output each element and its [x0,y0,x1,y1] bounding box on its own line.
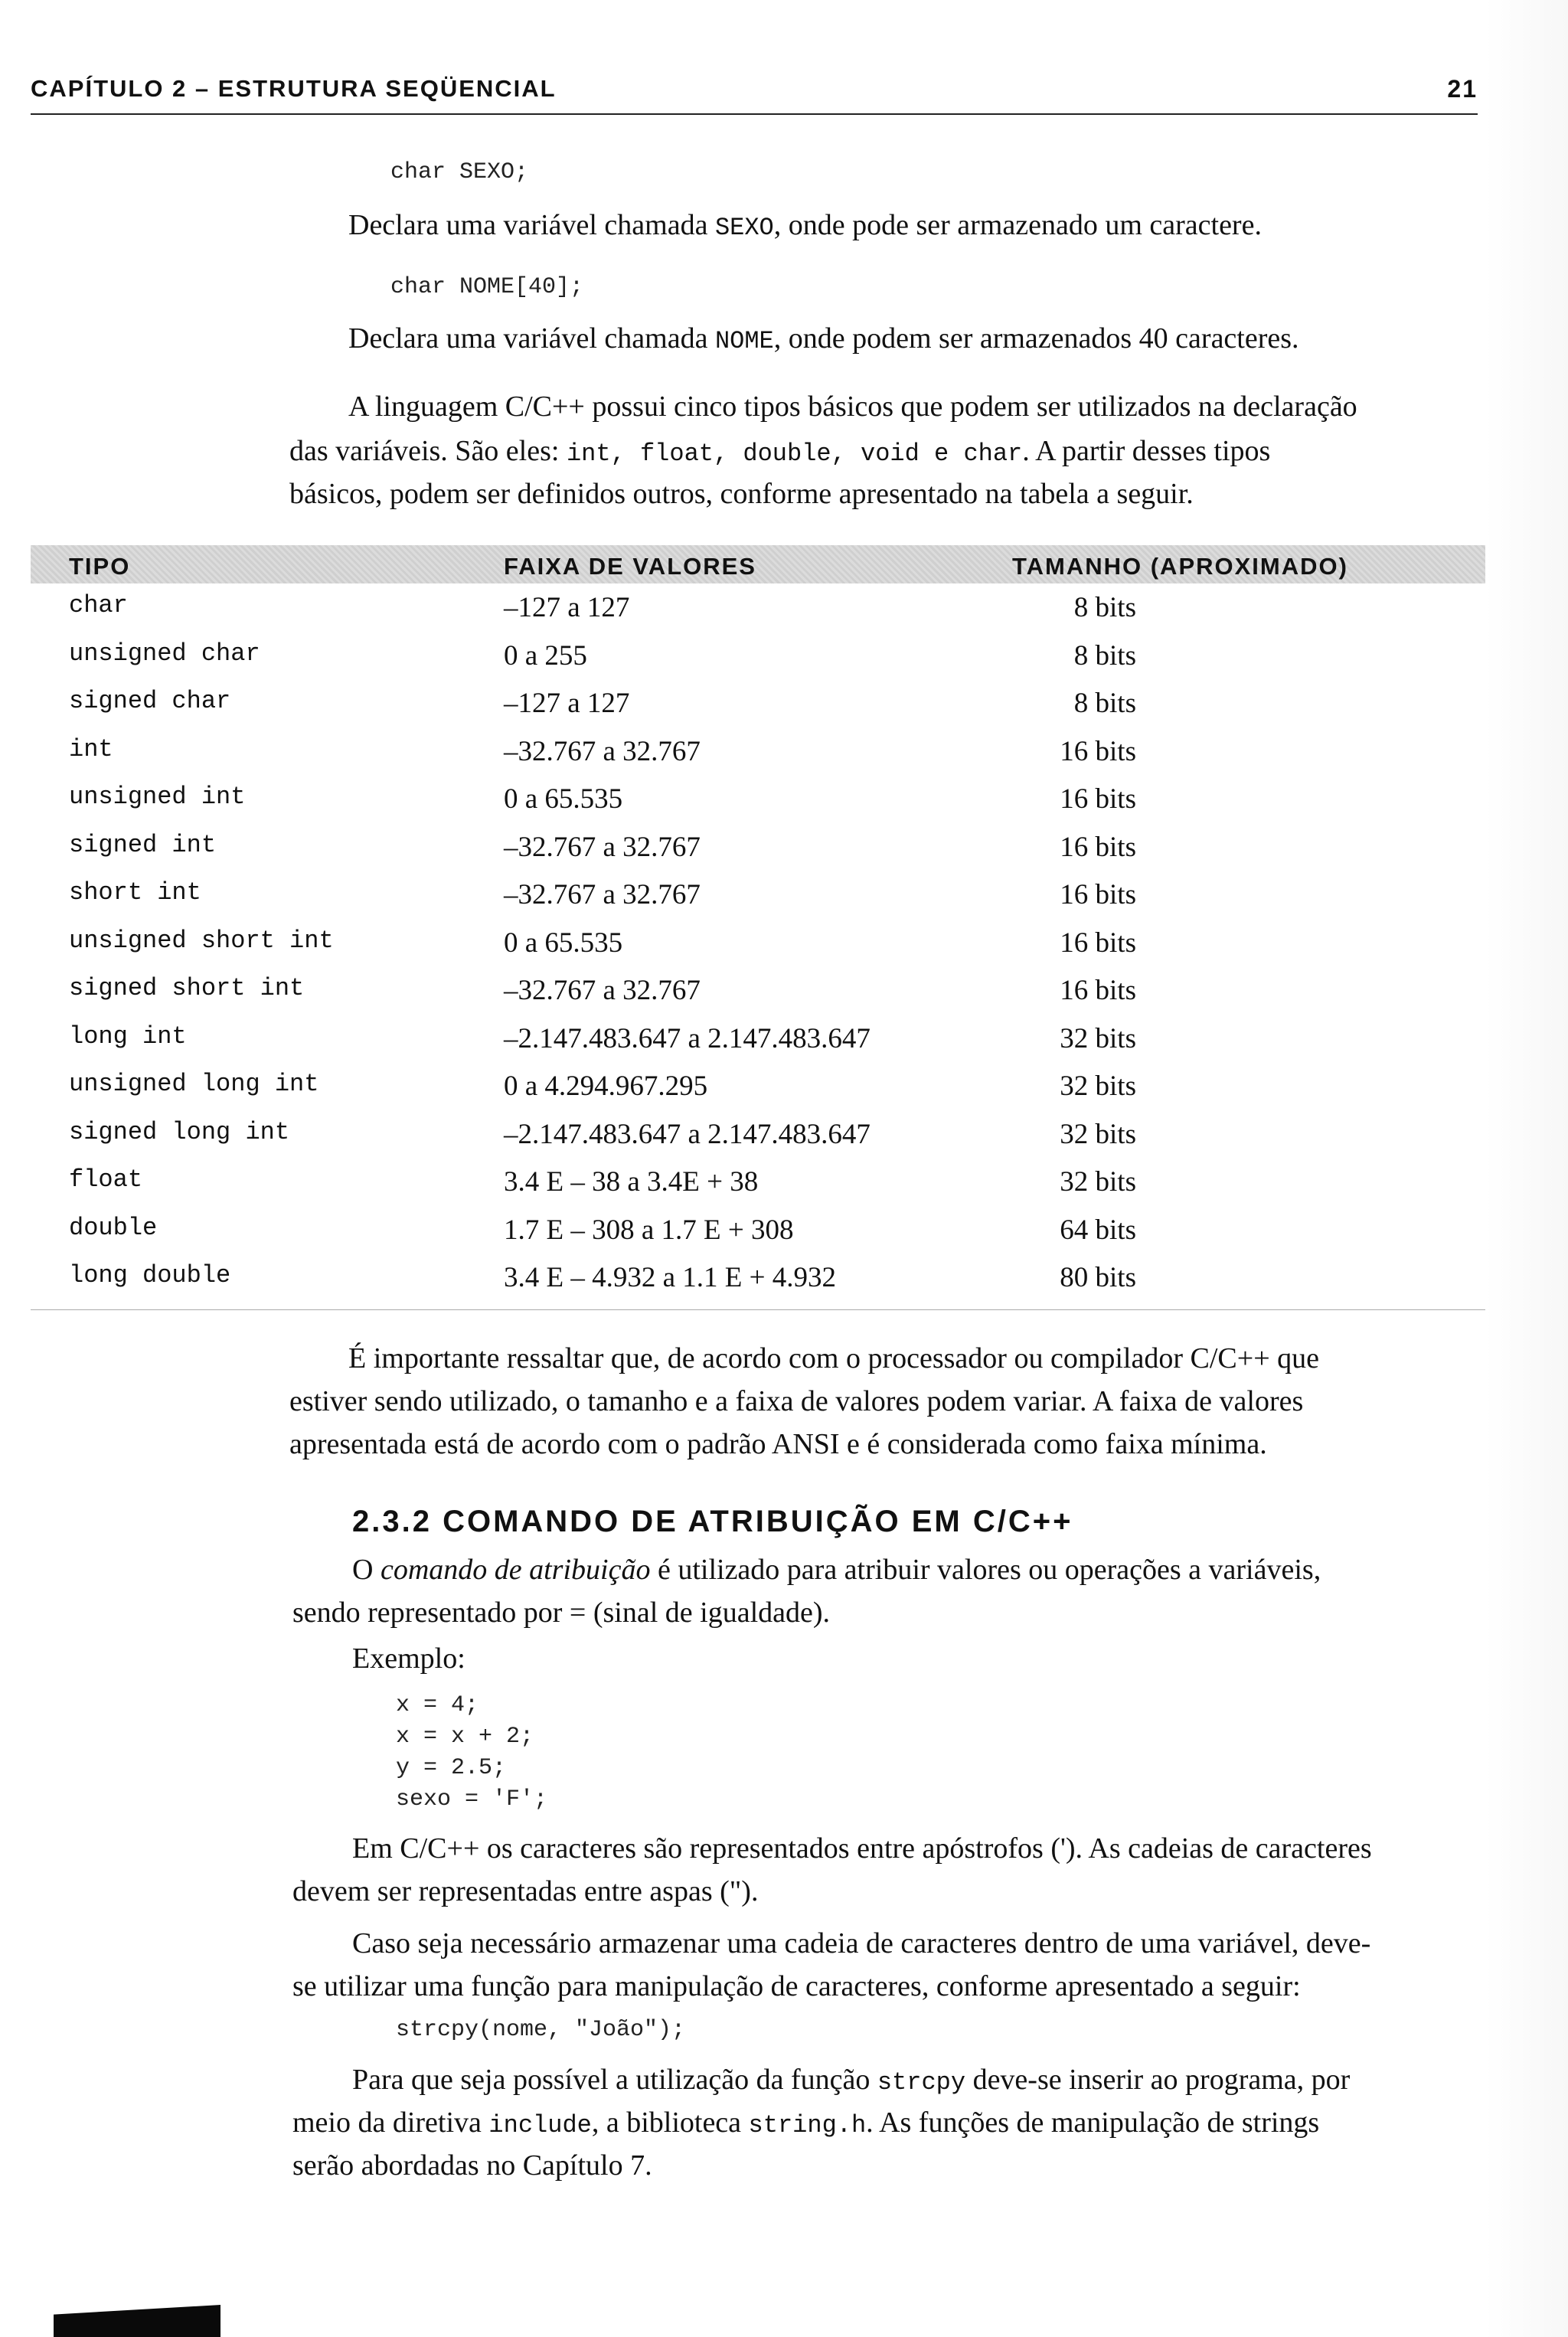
cell-type: long double [69,1261,231,1289]
cell-type: signed char [69,687,231,715]
strcpy-paragraph-line1 [352,2058,1350,2104]
table-row [31,1206,1485,1254]
table-row [31,1110,1485,1159]
strcpy-text-b: deve-se inserir ao programa, por [965,2064,1351,2096]
cell-range: –2.147.483.647 a 2.147.483.647 [504,1022,871,1054]
cell-type: unsigned long int [69,1070,319,1098]
column-header-faixa: FAIXA DE VALORES [504,553,756,580]
table-row [31,823,1485,871]
running-header [31,70,1478,115]
description-nome-text-a: Declara uma variável chamada [348,322,715,355]
chapter-title: CAPÍTULO 2 – ESTRUTURA SEQÜENCIAL [31,75,557,102]
page-edge-shade [1485,0,1568,2337]
cell-range: 0 a 4.294.967.295 [504,1070,708,1102]
scan-artifact [54,2305,220,2337]
page-number: 21 [1447,75,1478,103]
include-directive: include [488,2111,592,2139]
section-heading: 2.3.2 COMANDO DE ATRIBUIÇÃO EM C/C++ [352,1505,1073,1538]
table-row [31,966,1485,1015]
cell-range: –32.767 a 32.767 [504,879,701,910]
table-row [31,679,1485,727]
cell-size: 16 bits [1060,927,1136,959]
cell-size: 8 bits [1073,688,1136,719]
description-sexo [348,204,1262,250]
strings-paragraph-line1: Caso seja necessário armazenar uma cadeia de caracteres dentro de uma variável, deve- [352,1927,1371,1959]
description-nome-text-b: , onde podem ser armazenados 40 caracteres. [773,322,1299,355]
cell-type: unsigned short int [69,926,334,955]
code-declaration-sexo: char SEXO; [390,159,529,185]
cell-type: signed int [69,830,217,859]
table-bottom-rule [31,1309,1485,1310]
table-row [31,919,1485,967]
cell-range: –2.147.483.647 a 2.147.483.647 [504,1118,871,1150]
cell-range: 3.4 E – 38 a 3.4E + 38 [504,1166,759,1198]
table-row [31,1158,1485,1206]
cell-range: 0 a 65.535 [504,927,623,959]
description-sexo-code: SEXO [714,214,774,242]
string-library: string.h [748,2111,867,2139]
cell-size: 16 bits [1060,975,1136,1006]
cell-size: 32 bits [1060,1118,1136,1150]
cell-range: 0 a 255 [504,639,587,672]
table-row [31,1253,1485,1302]
strcpy-function-name: strcpy [877,2068,966,2097]
example-code-line: x = 4; [396,1692,479,1718]
cell-type: unsigned char [69,639,260,668]
table-row [31,1062,1485,1110]
description-sexo-text-b: , onde pode ser armazenado um caractere. [773,209,1262,241]
cell-range: –127 a 127 [504,688,630,719]
assignment-paragraph-line1 [352,1548,1321,1591]
include-text-a: meio da diretiva [292,2107,489,2139]
cell-type: long int [69,1021,187,1051]
basic-types-text-b: . A partir desses tipos [1022,435,1271,467]
strcpy-paragraph-line2 [292,2101,1319,2147]
cell-type: signed short int [69,974,305,1002]
cell-range: –32.767 a 32.767 [504,975,701,1006]
cell-type: int [69,734,113,763]
cell-range: 3.4 E – 4.932 a 1.1 E + 4.932 [504,1262,836,1293]
cell-size: 16 bits [1060,831,1136,863]
example-code-line: y = 2.5; [396,1755,507,1781]
example-code-line: sexo = 'F'; [396,1786,548,1812]
cell-range: –32.767 a 32.767 [504,735,701,767]
table-row [31,775,1485,823]
cell-type: float [69,1165,143,1194]
note-line2: estiver sendo utilizado, o tamanho e a faixa de valores podem variar. A faixa de valores [289,1385,1304,1417]
basic-types-text-a: das variáveis. São eles: [289,435,567,467]
cell-size: 16 bits [1060,783,1136,815]
assignment-text-a: O [352,1554,381,1586]
strcpy-text-a: Para que seja possível a utilização da função [352,2064,877,2096]
cell-range: –32.767 a 32.767 [504,831,701,863]
table-body [31,583,1485,1302]
cell-size: 32 bits [1060,1166,1136,1198]
table-row [31,583,1485,632]
cell-size: 8 bits [1073,639,1136,672]
table-row [31,632,1485,680]
note-line3: apresentada está de acordo com o padrão ANSI e é considerada como faixa mínima. [289,1428,1267,1460]
table-row [31,727,1485,776]
strcpy-code: strcpy(nome, "João"); [396,2017,686,2043]
cell-size: 32 bits [1060,1070,1136,1102]
example-label: Exemplo: [352,1642,466,1675]
cell-range: 1.7 E – 308 a 1.7 E + 308 [504,1214,794,1246]
cell-type: short int [69,878,201,907]
cell-size: 8 bits [1073,592,1136,623]
description-nome-code: NOME [714,327,774,355]
include-text-b: , a biblioteca [591,2107,749,2139]
assignment-paragraph-line2: sendo representado por = (sinal de igualdade). [292,1597,831,1629]
characters-paragraph-line1: Em C/C++ os caracteres são representados entre apóstrofos ('). As cadeias de caracteres [352,1832,1372,1865]
table-header [31,545,1485,583]
assignment-term: comando de atribuição [380,1554,651,1586]
cell-range: –127 a 127 [504,592,630,623]
paragraph-basic-types-line1: A linguagem C/C++ possui cinco tipos básicos que podem ser utilizados na declaração [348,391,1357,423]
note-line1: É importante ressaltar que, de acordo com o processador ou compilador C/C++ que [348,1342,1319,1374]
column-header-tipo: TIPO [69,553,131,580]
basic-types-code: int, float, double, void e char [566,440,1023,468]
assignment-text-b: é utilizado para atribuir valores ou operações a variáveis, [650,1554,1321,1586]
column-header-tamanho: TAMANHO (APROXIMADO) [1012,553,1348,580]
cell-type: unsigned int [69,783,246,811]
cell-size: 64 bits [1060,1214,1136,1246]
paragraph-basic-types-line2 [289,430,1270,476]
cell-size: 16 bits [1060,879,1136,910]
cell-type: double [69,1213,158,1242]
table-row [31,1015,1485,1063]
strcpy-paragraph-line3: serão abordadas no Capítulo 7. [292,2149,652,2182]
cell-type: char [69,591,128,619]
cell-size: 16 bits [1060,735,1136,767]
cell-type: signed long int [69,1117,290,1146]
code-declaration-nome: char NOME[40]; [390,274,584,300]
types-table [31,545,1485,1302]
cell-size: 80 bits [1060,1262,1136,1293]
paragraph-basic-types-line3: básicos, podem ser definidos outros, conforme apresentado na tabela a seguir. [289,478,1194,510]
include-text-c: . As funções de manipulação de strings [866,2107,1320,2139]
characters-paragraph-line2: devem ser representadas entre aspas ("). [292,1875,759,1907]
cell-range: 0 a 65.535 [504,783,623,815]
description-nome [348,317,1299,363]
example-code-line: x = x + 2; [396,1724,534,1750]
cell-size: 32 bits [1060,1022,1136,1054]
description-sexo-text-a: Declara uma variável chamada [348,209,715,241]
table-row [31,871,1485,919]
strings-paragraph-line2: se utilizar uma função para manipulação de caracteres, conforme apresentado a seguir: [292,1970,1301,2002]
